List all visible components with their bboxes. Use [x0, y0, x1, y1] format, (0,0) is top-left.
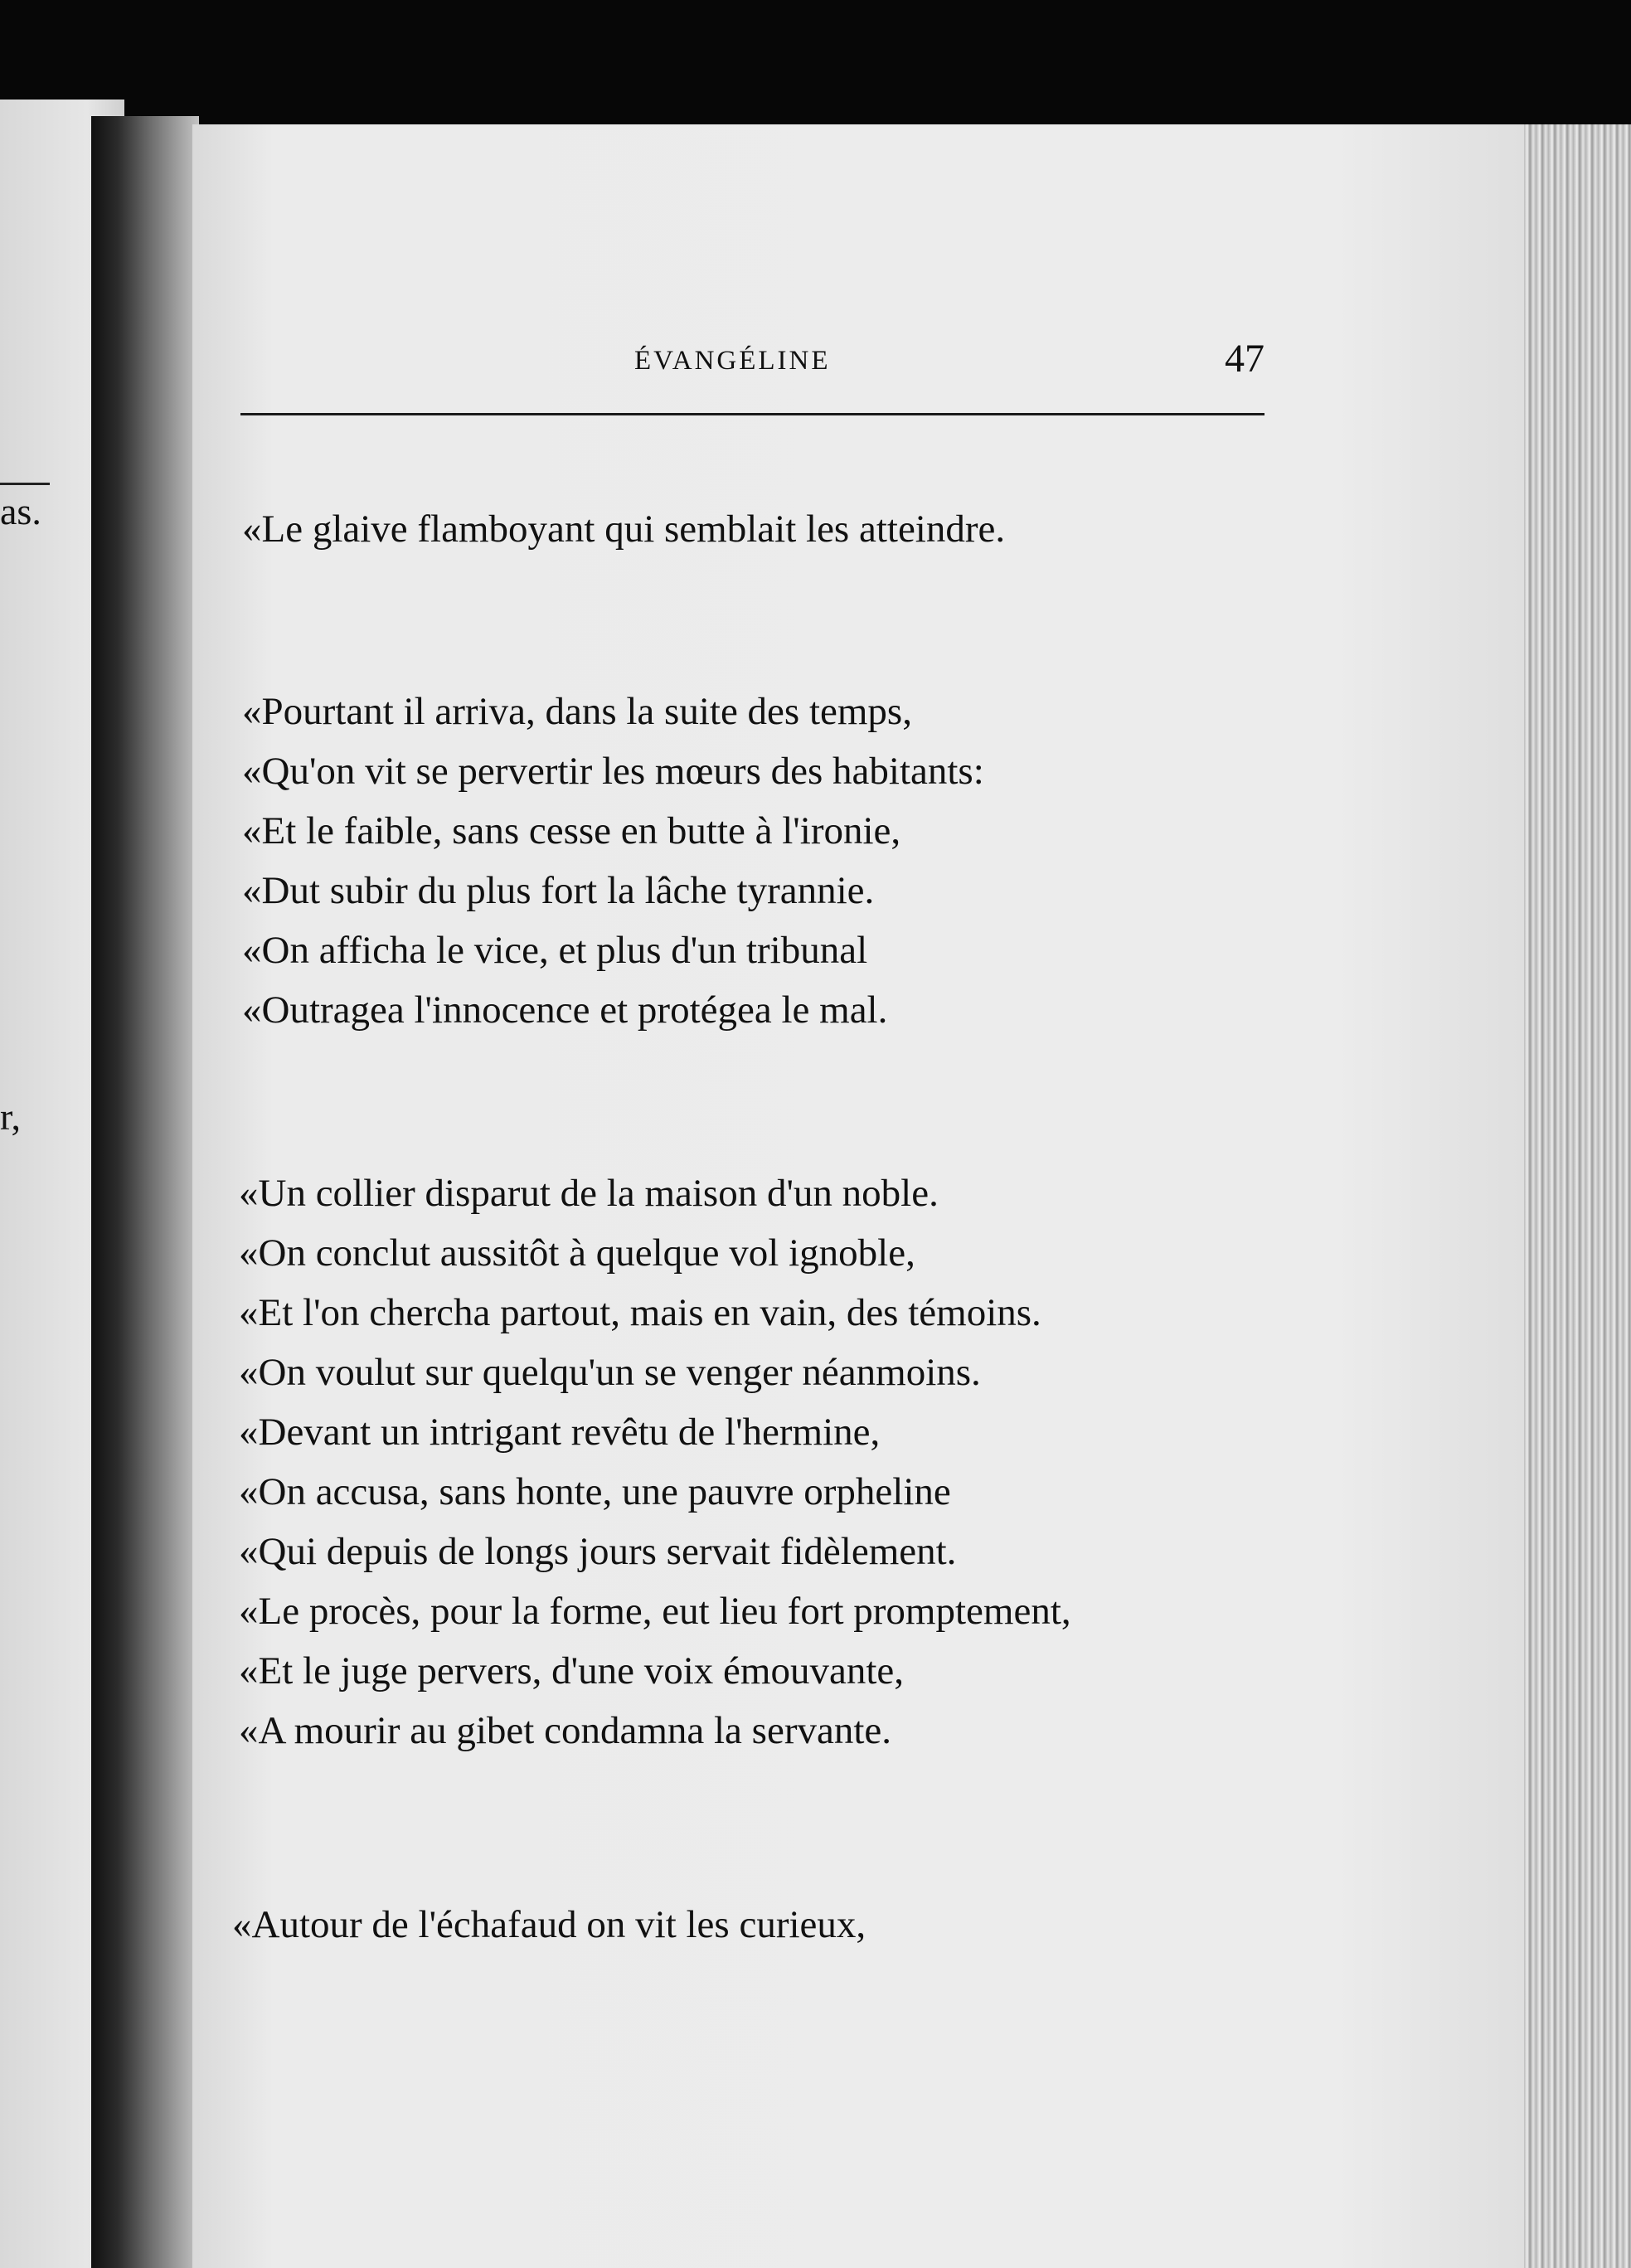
header-rule	[240, 413, 1265, 415]
verse-line: «A mourir au gibet condamna la servante.	[239, 1709, 891, 1752]
verse-line: «Un collier disparut de la maison d'un noble.	[239, 1172, 939, 1215]
verse-line: «Autour de l'échafaud on vit les curieux,	[232, 1903, 866, 1946]
previous-page-fragment: r,	[0, 1095, 21, 1138]
running-head: ÉVANGÉLINE	[634, 346, 831, 376]
verse-line: «On accusa, sans honte, une pauvre orpheline	[239, 1470, 951, 1513]
verse-line: «Et le faible, sans cesse en butte à l'ironie,	[242, 809, 901, 852]
verse-line: «Outragea l'innocence et protégea le mal.	[242, 988, 888, 1032]
verse-line: «On conclut aussitôt à quelque vol ignoble,	[239, 1231, 915, 1275]
verse-line: «Et le juge pervers, d'une voix émouvante,	[239, 1649, 905, 1693]
verse-line: «Le glaive flamboyant qui semblait les atteindre.	[242, 508, 1006, 551]
scan-background	[0, 0, 1631, 133]
verse-line: «Et l'on chercha partout, mais en vain, des témoins.	[239, 1291, 1041, 1334]
page-number: 47	[1225, 337, 1265, 381]
verse-line: «Dut subir du plus fort la lâche tyrannie.	[242, 869, 875, 912]
verse-line: «Qui depuis de longs jours servait fidèlement.	[239, 1530, 957, 1573]
verse-line: «Devant un intrigant revêtu de l'hermine,	[239, 1411, 881, 1454]
verse-line: «Pourtant il arriva, dans la suite des temps,	[242, 690, 912, 733]
previous-page-fragment: as.	[0, 490, 41, 532]
page-edges	[1524, 124, 1631, 2268]
verse-line: «On afficha le vice, et plus d'un tribunal	[242, 929, 868, 972]
previous-page-rule	[0, 483, 50, 485]
verse-line: «On voulut sur quelqu'un se venger néanmoins.	[239, 1351, 981, 1394]
book-gutter	[91, 116, 199, 2268]
verse-line: «Le procès, pour la forme, eut lieu fort promptement,	[239, 1590, 1071, 1633]
page-header	[240, 336, 1265, 402]
verse-line: «Qu'on vit se pervertir les mœurs des habitants:	[242, 750, 984, 793]
